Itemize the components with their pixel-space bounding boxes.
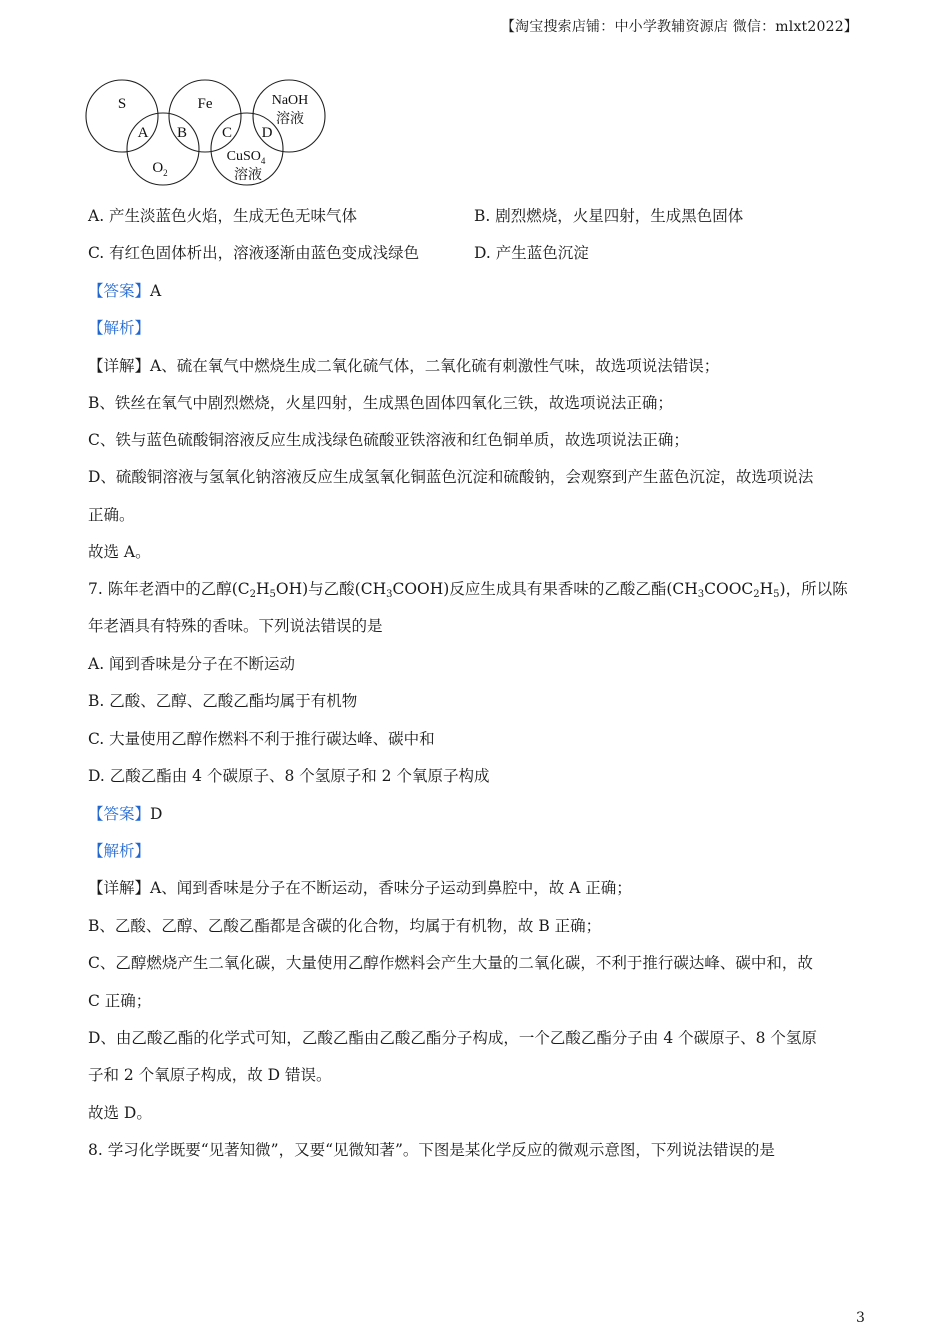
- label-o2: $O_2$: [152, 160, 168, 178]
- circle-s: [86, 80, 158, 152]
- q6-analysis-tag: 【解析】: [88, 319, 151, 337]
- label-fe: Fe: [197, 96, 213, 112]
- answer-tag: 【答案】: [88, 282, 151, 300]
- q6-conclusion: 故选 A。: [88, 543, 151, 561]
- region-c: C: [221, 125, 233, 141]
- q8-stem: 8. 学习化学既要“见著知微”，又要“见微知著”。下图是某化学反应的微观示意图，下列说法错误的是: [88, 1141, 775, 1159]
- answer-value: A: [150, 282, 162, 300]
- label-cuso4-solution: 溶液: [234, 168, 262, 183]
- q7-detail-2: B、乙酸、乙醇、乙酸乙酯都是含碳的化合物，均属于有机物，故 B 正确；: [88, 917, 602, 935]
- q7-option-b: B. 乙酸、乙醇、乙酸乙酯均属于有机物: [88, 692, 358, 710]
- q7-detail-3-cont: C 正确；: [88, 992, 152, 1010]
- q7-detail-4: D、由乙酸乙酯的化学式可知，乙酸乙酯由乙酸乙酯分子构成，一个乙酸乙酯分子由 4 个碳原子、8 个氢原: [88, 1029, 817, 1047]
- circle-fe: [169, 80, 241, 152]
- label-cuso4: CuSO$_4$: [226, 149, 266, 166]
- answer-tag: 【答案】: [88, 805, 151, 823]
- q7-option-c: C. 大量使用乙醇作燃料不利于推行碳达峰、碳中和: [88, 730, 435, 748]
- q6-detail-3: C、铁与蓝色硫酸铜溶液反应生成浅绿色硫酸亚铁溶液和红色铜单质，故选项说法正确；: [88, 431, 689, 449]
- q7-detail-1: 【详解】A、闻到香味是分子在不断运动，香味分子运动到鼻腔中，故 A 正确；: [88, 879, 632, 897]
- q6-detail-4-cont: 正确。: [88, 506, 135, 524]
- q6-option-c: C. 有红色固体析出，溶液逐渐由蓝色变成浅绿色: [88, 244, 420, 262]
- region-b: B: [176, 125, 188, 141]
- label-naoh: NaOH: [271, 93, 309, 108]
- q6-answer: [88, 281, 161, 301]
- q7-analysis-tag: 【解析】: [88, 842, 151, 860]
- q6-option-b: B. 剧烈燃烧，火星四射，生成黑色固体: [474, 207, 744, 225]
- detail-tag: 【详解】: [88, 879, 151, 897]
- page-header: 【淘宝搜索店铺：中小学教辅资源店 微信：mlxt2022】: [500, 19, 858, 35]
- q7-answer: [88, 804, 162, 824]
- region-a: A: [137, 125, 149, 141]
- q7-conclusion: 故选 D。: [88, 1104, 152, 1122]
- q6-detail-4: D、硫酸铜溶液与氢氧化钠溶液反应生成氢氧化铜蓝色沉淀和硫酸钠，会观察到产生蓝色沉淀，故选项说法: [88, 468, 814, 486]
- q7-detail-3: C、乙醇燃烧产生二氧化碳，大量使用乙醇作燃料会产生大量的二氧化碳，不利于推行碳达峰、碳中和，故: [88, 954, 813, 972]
- q7-option-a: A. 闻到香味是分子在不断运动: [88, 655, 296, 673]
- q6-option-a: A. 产生淡蓝色火焰，生成无色无味气体: [88, 207, 358, 225]
- q6-detail-2: B、铁丝在氧气中剧烈燃烧，火星四射，生成黑色固体四氧化三铁，故选项说法正确；: [88, 394, 673, 412]
- q6-option-d: D. 产生蓝色沉淀: [474, 244, 589, 262]
- q7-stem-line-2: 年老酒具有特殊的香味。下列说法错误的是: [88, 617, 383, 635]
- detail-tag: 【详解】: [88, 357, 151, 375]
- q7-detail-4-cont: 子和 2 个氧原子构成，故 D 错误。: [88, 1066, 332, 1084]
- q7-option-d: D. 乙酸乙酯由 4 个碳原子、8 个氢原子和 2 个氧原子构成: [88, 767, 490, 785]
- q7-stem-line-1: 7. 陈年老酒中的乙醇$(C_2H_5OH)$与乙酸$(CH_3COOH)$反应生成具有果香味的乙酸乙酯$(CH_3COOC_2H_5)$，所以陈: [88, 580, 848, 600]
- region-d: D: [261, 125, 273, 141]
- label-s: S: [117, 96, 127, 112]
- reaction-circles-diagram: [84, 76, 334, 192]
- answer-value: D: [150, 805, 163, 823]
- page-number: 3: [856, 1310, 865, 1326]
- label-naoh-solution: 溶液: [276, 112, 304, 127]
- q6-detail-1: 【详解】A、硫在氧气中燃烧生成二氧化硫气体，二氧化硫有刺激性气味，故选项说法错误；: [88, 357, 720, 375]
